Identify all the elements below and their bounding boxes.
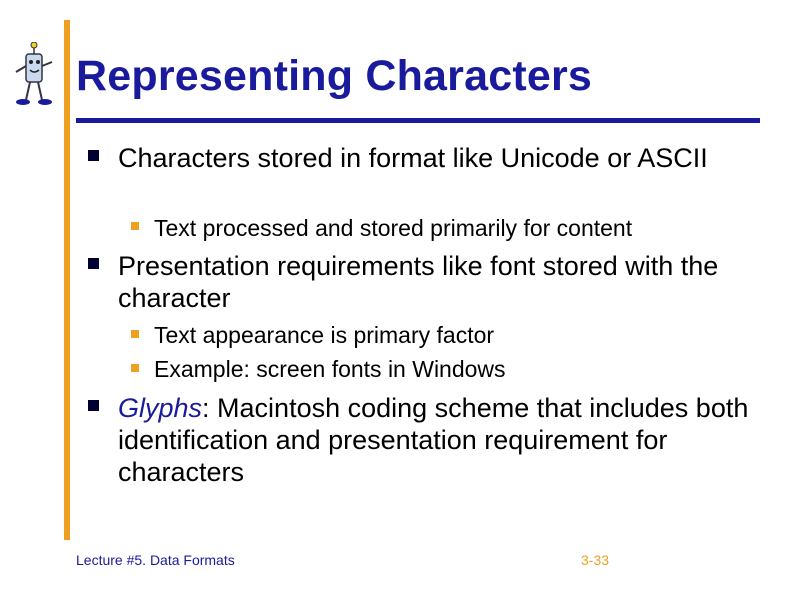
bullet-item: Characters stored in format like Unicode or ASCII — [118, 143, 708, 173]
cartoon-character-logo — [10, 42, 58, 108]
footer-course-label: Lecture #5. Data Formats — [76, 552, 235, 568]
bullet-marker — [88, 258, 99, 269]
sub-bullet-item: Text processed and stored primarily for content — [154, 215, 633, 241]
bullet-text: : Macintosh coding scheme that includes both identification and presentation requirement for characters — [118, 393, 749, 487]
sub-bullet-item: Text appearance is primary factor — [154, 322, 495, 348]
bullet-marker — [88, 400, 99, 411]
title-underline — [76, 118, 760, 123]
slide-title: Representing Characters — [76, 52, 593, 100]
sub-bullet-item: Example: screen fonts in Windows — [154, 356, 506, 382]
bullet-item: Presentation requirements like font stored with the character — [118, 251, 719, 313]
sub-bullet-marker — [131, 222, 139, 230]
glyphs-emphasis: Glyphs — [118, 393, 203, 423]
bullet-marker — [88, 150, 99, 161]
vertical-accent-bar — [64, 20, 70, 540]
sub-bullet-marker — [131, 364, 139, 372]
bullet-item — [118, 392, 758, 488]
sub-bullet-marker — [131, 330, 139, 338]
footer-page-number: 3-33 — [581, 552, 610, 568]
